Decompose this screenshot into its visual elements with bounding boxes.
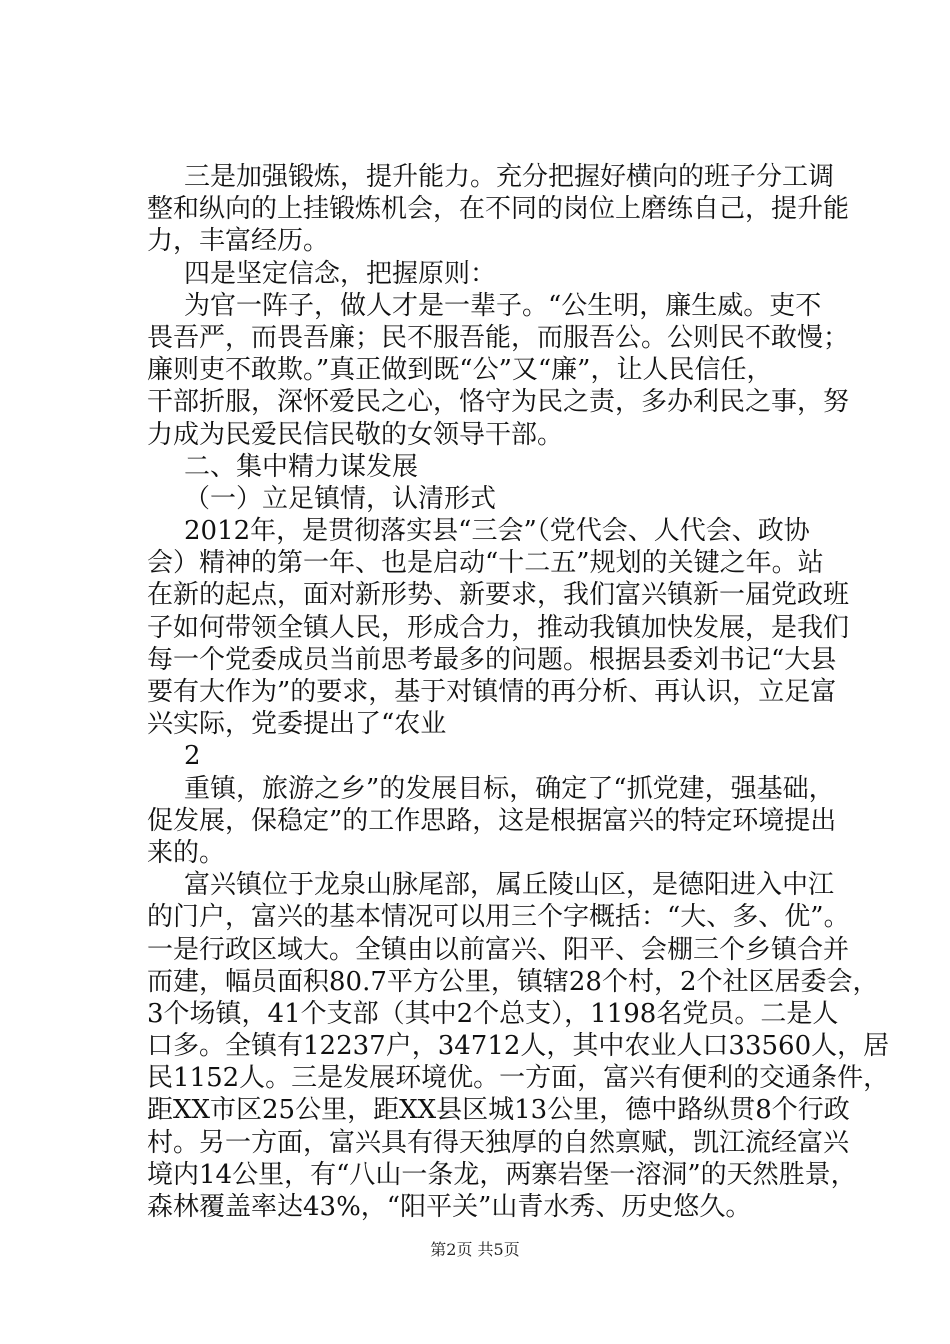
text-line: 重镇，旅游之乡”的发展目标，确定了“抓党建，强基础， [184, 774, 835, 804]
text-line: 森林覆盖率达43%，“阳平关”山青水秀、历史悠久。 [147, 1192, 752, 1222]
text-line: 四是坚定信念，把握原则： [184, 259, 497, 289]
text-line: 为官一阵子，做人才是一辈子。“公生明，廉生威。吏不 [184, 291, 822, 321]
text-line: 二、集中精力谋发展 [184, 452, 419, 482]
text-line: 畏吾严，而畏吾廉；民不服吾能，而服吾公。公则民不敢慢； [147, 323, 850, 353]
text-line: 来的。 [147, 838, 226, 868]
text-line: 三是加强锻炼，提升能力。充分把握好横向的班子分工调 [184, 162, 835, 192]
text-line: 口多。全镇有12237户，34712人，其中农业人口33560人，居 [147, 1031, 890, 1061]
text-line: 每一个党委成员当前思考最多的问题。根据县委刘书记“大县 [147, 645, 837, 675]
text-line: 2012年，是贯彻落实县“三会”（党代会、人代会、政协 [184, 516, 810, 546]
text-line: 富兴镇位于龙泉山脉尾部，属丘陵山区，是德阳进入中江 [184, 870, 835, 900]
text-line: 境内14公里，有“八山一条龙，两寨岩堡一溶洞”的天然胜景， [147, 1160, 857, 1190]
text-line: （一）立足镇情，认清形式 [184, 484, 497, 514]
page-number-marker: 2 [184, 741, 201, 771]
text-line: 3个场镇，41个支部（其中2个总支），1198名党员。二是人 [147, 999, 839, 1029]
text-line: 子如何带领全镇人民，形成合力，推动我镇加快发展，是我们 [147, 613, 850, 643]
text-line: 一是行政区域大。全镇由以前富兴、阳平、会棚三个乡镇合并 [147, 935, 850, 965]
text-line: 距XX市区25公里，距XX县区城13公里，德中路纵贯8个行政 [147, 1095, 850, 1125]
text-line: 而建，幅员面积80.7平方公里，镇辖28个村，2个社区居委会， [147, 967, 879, 997]
text-line: 会）精神的第一年、也是启动“十二五”规划的关键之年。站 [147, 548, 824, 578]
text-line: 廉则吏不敢欺。”真正做到既“公”又“廉”，让人民信任， [147, 355, 773, 385]
text-line: 民1152人。三是发展环境优。一方面，富兴有便利的交通条件， [147, 1063, 890, 1093]
text-line: 整和纵向的上挂锻炼机会，在不同的岗位上磨练自己，提升能 [147, 194, 850, 224]
text-line: 干部折服，深怀爱民之心，恪守为民之责，多办利民之事，努 [147, 387, 850, 417]
text-line: 力成为民爱民信民敬的女领导干部。 [147, 420, 564, 450]
text-line: 要有大作为”的要求，基于对镇情的再分析、再认识，立足富 [147, 677, 837, 707]
page-footer: 第2页 共5页 [430, 1240, 520, 1259]
text-line: 促发展，保稳定”的工作思路，这是根据富兴的特定环境提出 [147, 806, 837, 836]
text-line: 兴实际，党委提出了“农业 [147, 709, 447, 739]
text-line: 在新的起点，面对新形势、新要求，我们富兴镇新一届党政班 [147, 580, 850, 610]
text-line: 力，丰富经历。 [147, 226, 330, 256]
text-line: 的门户，富兴的基本情况可以用三个字概括：“大、多、优”。 [147, 902, 850, 932]
text-line: 村。另一方面，富兴具有得天独厚的自然禀赋，凯江流经富兴 [147, 1128, 850, 1158]
